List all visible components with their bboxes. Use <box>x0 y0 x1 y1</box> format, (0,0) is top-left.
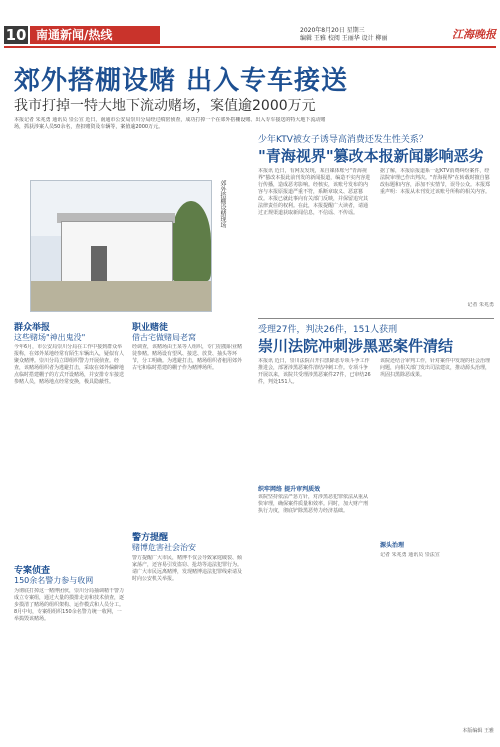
col1-text-2: 为彻底打掉这一赌博团伙，崇川分局抽调精干警力成立专案组，通过大量的摸排走访和技术侦查，逐步摸清了赌场的组织架构、运作模式和人员分工。8月中旬，专案组组织150余名警力统一收网，一举捣毁该赌场。 <box>14 588 125 622</box>
court-byline: 记者 朱兆勇 通讯员 崇法宣 <box>380 552 440 558</box>
photo-door <box>91 246 107 281</box>
dateline <box>300 27 430 43</box>
section-title: 南通新闻/热线 <box>30 26 160 44</box>
editors: 编辑 王雅 校阅 王丽华 设计 柳丽 <box>300 35 388 42</box>
page-number: 10 <box>5 26 27 44</box>
photo-house <box>61 221 173 283</box>
photo-caption: 郊外搭棚设赌现场 <box>219 180 226 228</box>
col2-text-2: 警方提醒广大市民，赌博不仅会导致家庭破裂、倾家荡产，还容易引发盗窃、抢劫等违法犯罪行为。请广大市民远离赌博，发现赌博违法犯罪线索请及时向公安机关举报。 <box>132 555 243 582</box>
col1-text: 今年6月，市公安局崇川分局在工作中接到群众举报称，在郊外某地经常有陌生车辆出入，疑似有人聚众赌博。崇川分局立即组织警力开展侦查。经查，该赌场组织者为逃避打击，采取在郊外偏僻地点临时搭建棚子的方式开设赌场，并安排专车接送参赌人员，赌场地点经常变换，极具隐蔽性。 <box>14 344 125 385</box>
main-subhead: 我市打掉一特大地下流动赌场，案值逾2000万元 <box>14 98 316 114</box>
newspaper-logo: 江海晚报 <box>452 28 496 41</box>
court-text-2: 该院坚持依法严惩方针，对涉黑恶犯罪依法从重从快审理，确保案件质量和效率。同时，加大财产刑执行力度，彻底铲除黑恶势力经济基础。 <box>258 494 369 514</box>
news-photo <box>30 180 212 312</box>
court-text-1: 本报讯 近日，崇川法院召开扫黑除恶专项斗争工作推进会，部署涉黑恶案件清结冲刺工作。专项斗争开展以来，该院共受理涉黑恶案件27件，已审结26件，判处151人。 <box>258 358 371 385</box>
ktv-title: "青海视界"篡改本报新闻影响恶劣 <box>258 147 484 165</box>
col1-subheading: 这些赌场"神出鬼没" <box>14 333 86 342</box>
ktv-text-col2: 据了解，本报原报道系一起KTV消费纠纷案件，经法院审理已作出判决。"青海视界"在转载时擅自篡改标题和内容，添加不实情节，误导公众。本报郑重声明：本报从未刊发过该账号所称的相关内容。 <box>380 168 491 195</box>
story-divider <box>258 318 494 319</box>
ktv-kicker: 少年KTV被女子诱导高消费还发生性关系？ <box>258 135 428 145</box>
court-title: 崇川法院冲刺涉黑恶案件清结 <box>258 337 454 355</box>
court-kicker: 受理27件，判决26件，151人获刑 <box>258 325 398 335</box>
photo-tree <box>171 201 211 281</box>
court-subheading-2: 源头治理 <box>380 542 405 549</box>
col2-section-heading-2: 警方提醒 <box>132 533 169 543</box>
header-rule <box>4 46 496 48</box>
court-subheading-1: 织牢网络 提升审判质效 <box>258 486 321 493</box>
col1-subheading-2: 150余名警力参与收网 <box>14 576 94 585</box>
col1-section-heading: 群众举报 <box>14 323 51 333</box>
col2-text: 经调查，该赌场由王某等人组织，专门招揽职业赌徒参赌。赌场设有望风、接送、放贷、抽头等环节，分工明确。为逃避打击，赌场组织者租用郊外古宅和临时搭建的棚子作为赌博场所。 <box>132 344 243 371</box>
ktv-text-col1: 本报讯 近日，有网友发现，某自媒体账号"青海视界"篡改本报此前刊发的新闻报道，编造不实内容进行传播，造成恶劣影响。经核实，该账号发布的内容与本报原报道严重不符，系断章取义、恶意篡改。本报已就此事向有关部门反映，并保留追究其法律责任的权利。在此，本报提醒广大读者，请通过正规渠道获取新闻信息，不信谣、不传谣。 <box>258 168 371 216</box>
col2-subheading-2: 赌博危害社会治安 <box>132 543 196 552</box>
date: 2020年8月20日 星期三 <box>300 27 365 34</box>
main-lead: 本报记者 朱兆勇 通讯员 崇公宣 近日，南通市公安局崇川分局经过缜密侦查，成功打掉一个在郊外搭棚设赌、出入专车接送的特大地下流动赌场，抓获涉案人员50余名，查扣赌资及车辆等，案值逾2000万元。 <box>14 117 326 130</box>
col2-section-heading: 职业赌徒 <box>132 323 169 333</box>
page-footer: 本版编辑 王雅 <box>462 728 494 734</box>
court-text-3: 该院还结合审判工作，针对案件中发现的社会治理问题，向相关部门发出司法建议，推动源头治理，巩固扫黑除恶成果。 <box>380 358 491 378</box>
photo-ground <box>31 281 211 311</box>
col1-section-heading-2: 专案侦查 <box>14 566 51 576</box>
col2-subheading: 借古宅做赌局老窝 <box>132 333 196 342</box>
ktv-byline: 记者 朱兆勇 <box>467 302 494 308</box>
main-headline: 郊外搭棚设赌 出入专车接送 <box>14 66 349 96</box>
